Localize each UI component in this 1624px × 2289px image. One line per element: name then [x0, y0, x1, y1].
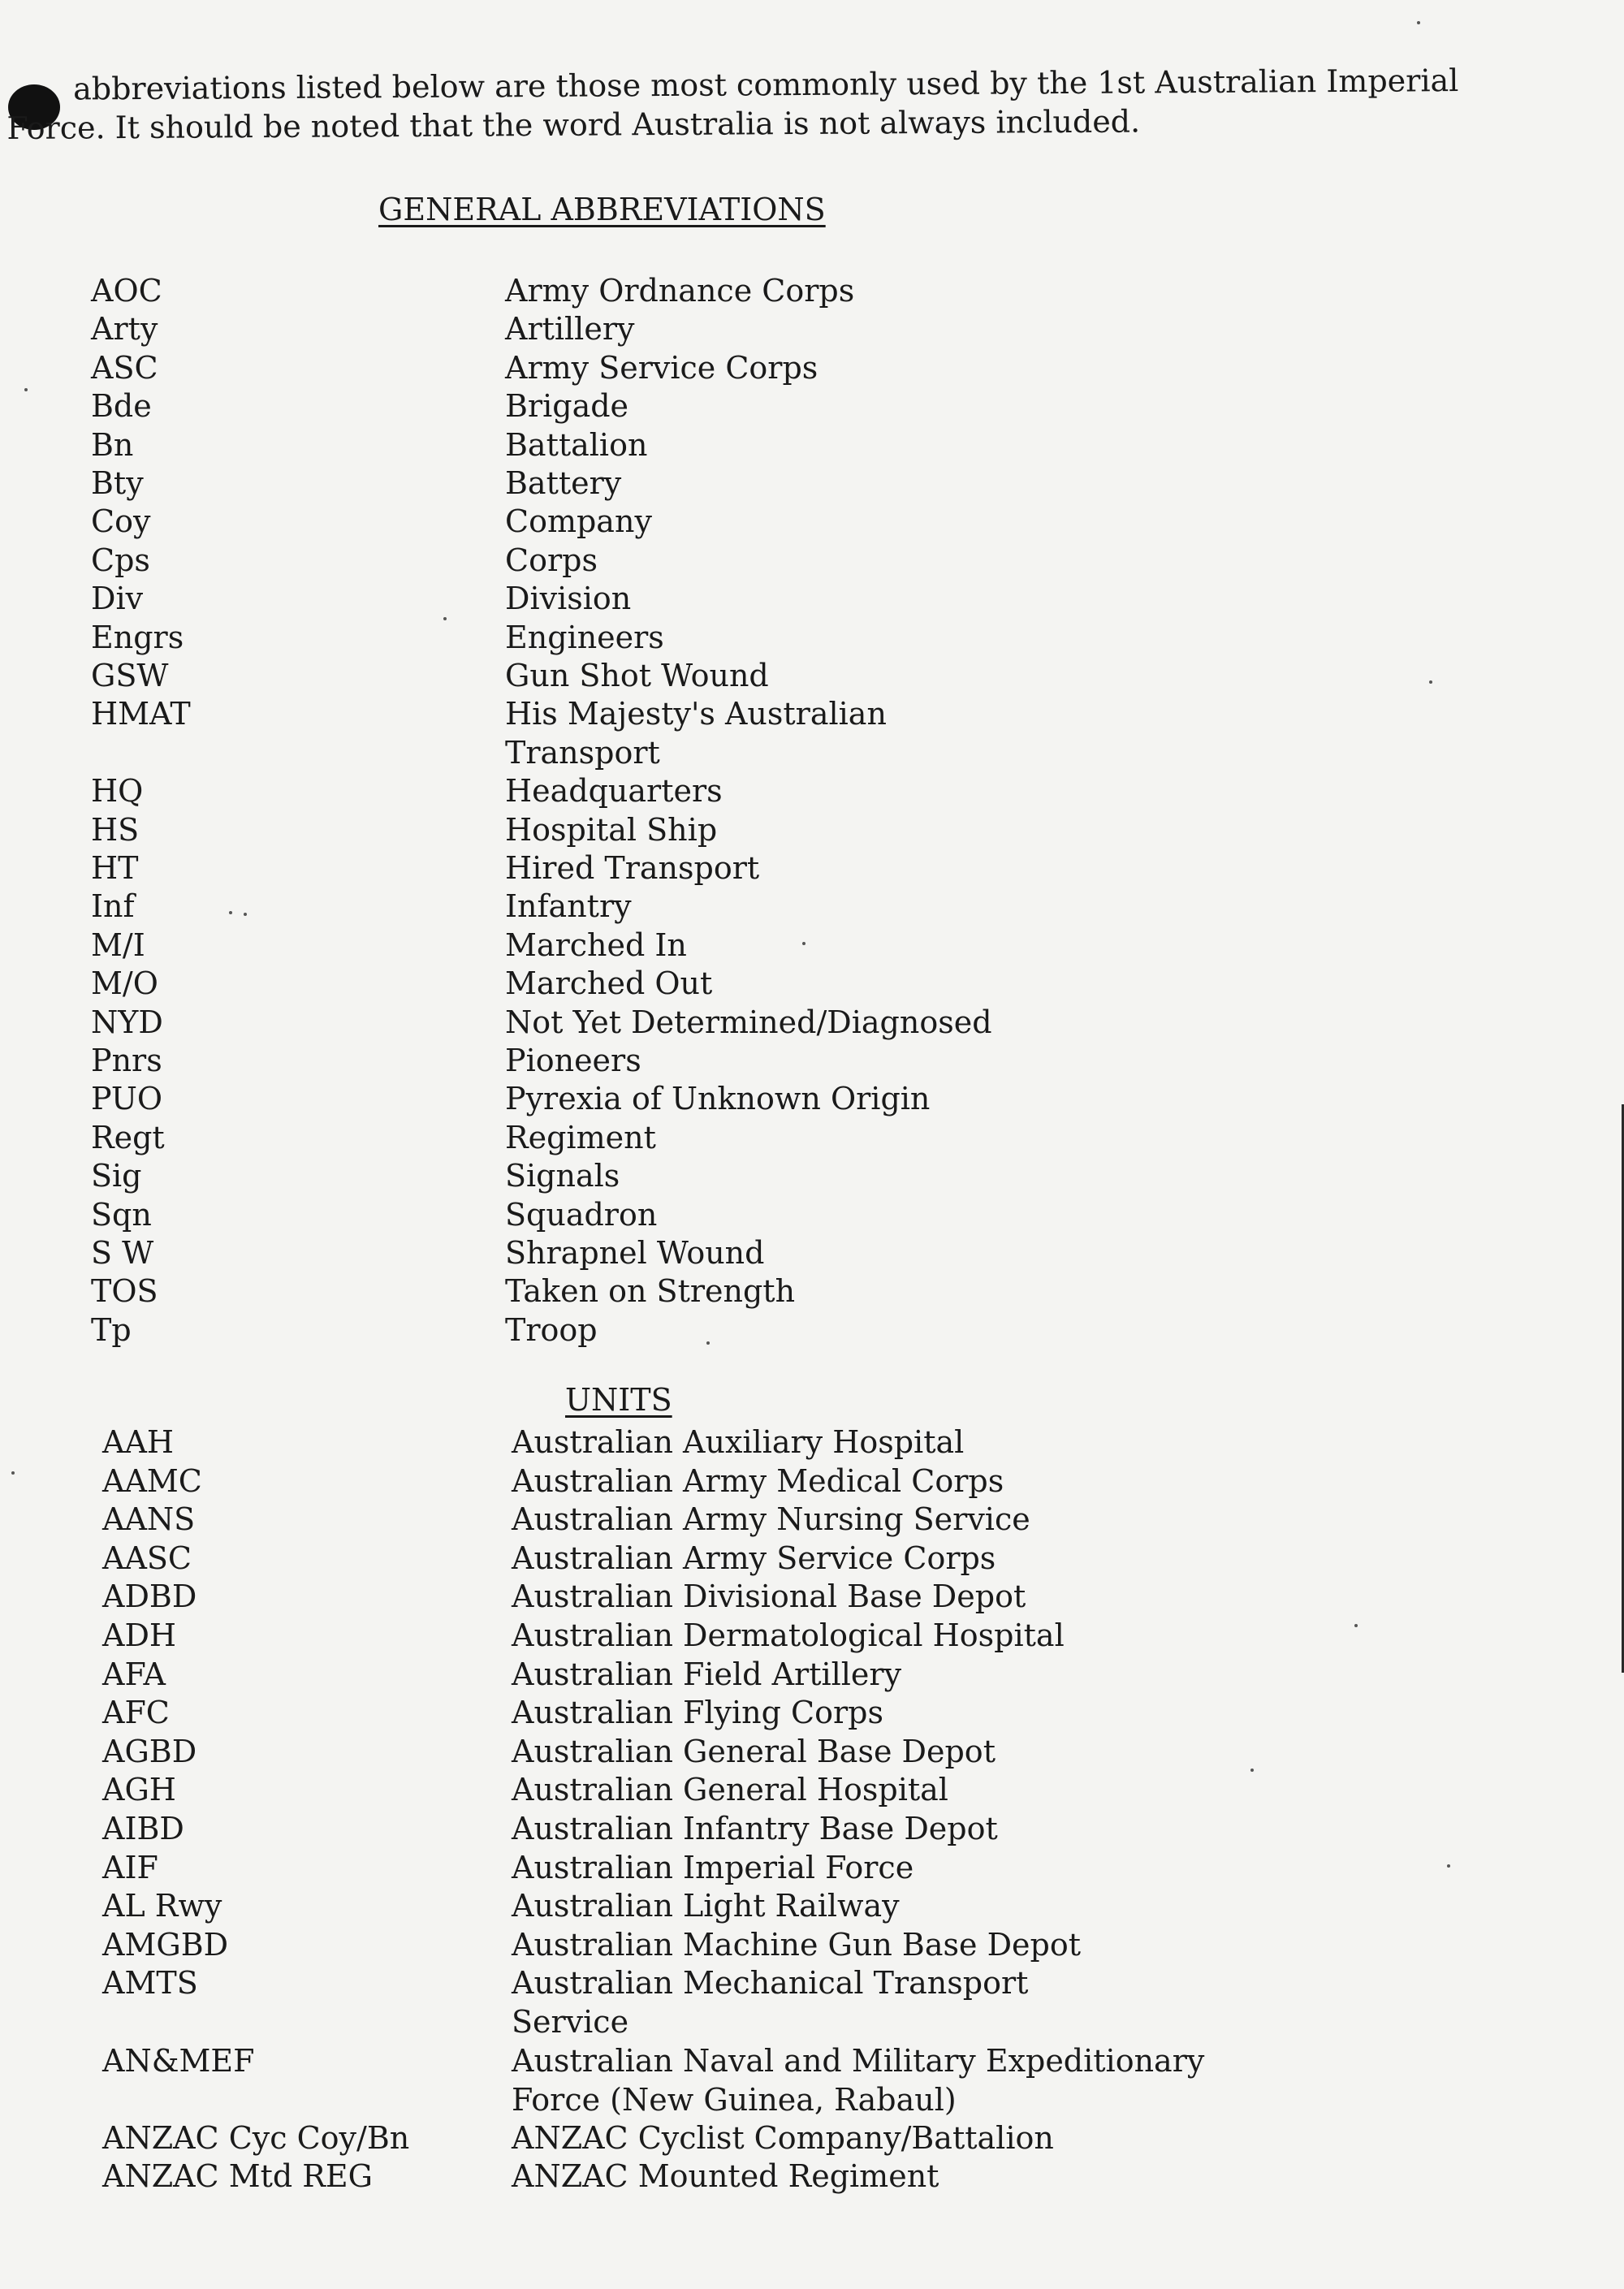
definition — [505, 348, 818, 387]
definition-text: Australian Divisional Base Depot — [512, 1579, 1026, 1615]
definition-text: Gun Shot Wound — [505, 658, 769, 693]
abbreviation: Bty — [91, 465, 144, 501]
definition — [512, 1693, 883, 1732]
definition-text: Battery — [505, 465, 622, 501]
abbreviation: Pnrs — [91, 1043, 162, 1078]
general-entry-row — [0, 464, 1624, 503]
abbreviation: AMTS — [102, 1965, 198, 2002]
units-entry-row — [0, 1770, 1624, 1809]
units-entry-row — [0, 1500, 1624, 1539]
definition — [512, 1809, 998, 1848]
general-entry-row — [0, 771, 1624, 810]
paper-speck — [11, 1471, 15, 1475]
abbreviation: Bn — [91, 426, 134, 463]
definition-text-continued: Service — [512, 2004, 629, 2041]
general-entry-row — [0, 964, 1624, 1003]
general-entry-row — [0, 1003, 1624, 1042]
abbreviation: NYD — [91, 1004, 163, 1040]
abbreviation: HS — [91, 811, 140, 848]
abbreviation: AIF — [102, 1849, 158, 1885]
definition-text: His Majesty's Australian — [505, 696, 887, 732]
definition-text: Australian Flying Corps — [512, 1695, 883, 1731]
definition-text: Australian General Hospital — [512, 1772, 948, 1808]
definition-text: Infantry — [505, 888, 632, 925]
units-entry-row — [0, 1462, 1624, 1501]
definition-text: Pioneers — [505, 1043, 641, 1078]
abbreviation: HT — [91, 850, 139, 886]
definition — [512, 2118, 1054, 2157]
definition-text: Squadron — [505, 1196, 658, 1233]
definition — [505, 579, 631, 618]
definition — [512, 1539, 996, 1578]
definition-text: Hospital Ship — [505, 811, 718, 848]
definition-text: Company — [505, 503, 652, 540]
abbreviation: Cps — [91, 542, 150, 578]
general-entry-row — [0, 849, 1624, 888]
abbreviation: M/I — [91, 926, 145, 963]
abbreviation: M/O — [91, 965, 158, 1002]
general-entry-row — [0, 271, 1624, 310]
abbreviation: Sqn — [91, 1196, 152, 1233]
general-abbreviations-heading: GENERAL ABBREVIATIONS — [378, 192, 826, 227]
general-entry-row — [0, 1233, 1624, 1272]
paper-speck — [229, 911, 232, 914]
intro-paragraph — [6, 61, 1485, 148]
general-entry-row — [0, 502, 1624, 541]
abbreviation: Inf — [91, 888, 135, 925]
definition-text: Australian Light Railway — [512, 1888, 900, 1924]
definition — [505, 1272, 795, 1311]
abbreviation: Regt — [91, 1119, 165, 1155]
abbreviation: Sig — [91, 1158, 142, 1194]
definition — [512, 1577, 1026, 1616]
abbreviation: S W — [91, 1235, 154, 1271]
definition — [505, 1041, 641, 1080]
definition-text: Australian Machine Gun Base Depot — [512, 1926, 1081, 1963]
abbreviation: AASC — [102, 1540, 192, 1576]
definition — [512, 1963, 1028, 2041]
abbreviation: ADH — [102, 1617, 177, 1653]
units-entry-row — [0, 2041, 1624, 2118]
abbreviation: AFA — [102, 1656, 166, 1692]
definition — [505, 771, 723, 810]
definition-text: Australian Imperial Force — [512, 1849, 914, 1885]
definition-text: Australian Mechanical Transport — [512, 1965, 1029, 2002]
definition — [512, 1462, 1004, 1501]
definition-text: Battalion — [505, 426, 648, 463]
abbreviation: AAH — [102, 1424, 175, 1460]
definition — [505, 926, 687, 965]
definition-text: Shrapnel Wound — [505, 1235, 765, 1271]
abbreviation: PUO — [91, 1081, 163, 1117]
definition-text: Army Ordnance Corps — [505, 273, 855, 309]
abbreviation: Bde — [91, 388, 152, 425]
definition — [505, 425, 647, 464]
definition-text-continued: Force (New Guinea, Rabaul) — [512, 2081, 957, 2118]
definition-text-continued: Transport — [505, 735, 660, 771]
general-entry-row — [0, 618, 1624, 657]
general-entry-row — [0, 1156, 1624, 1195]
abbreviation: TOS — [91, 1273, 158, 1310]
paper-speck — [1250, 1769, 1254, 1772]
abbreviation: ADBD — [102, 1579, 197, 1615]
abbreviation: Engrs — [91, 619, 184, 655]
abbreviation: AIBD — [102, 1811, 184, 1846]
definition — [505, 849, 759, 888]
abbreviation: Div — [91, 581, 144, 617]
definition-text: Headquarters — [505, 773, 723, 810]
abbreviation: AN&MEF — [102, 2042, 255, 2079]
general-entry-row — [0, 309, 1624, 348]
definition-text: Army Service Corps — [505, 349, 818, 386]
definition-text: Australian Field Artillery — [512, 1656, 902, 1692]
intro-line-1: abbreviations listed below are those most commonly used by the 1st Australian Imperial — [73, 63, 1459, 107]
definition-text: Australian Auxiliary Hospital — [512, 1424, 965, 1460]
abbreviation: AFC — [102, 1695, 170, 1731]
definition-text: Australian Army Service Corps — [512, 1540, 996, 1576]
abbreviation: Tp — [91, 1311, 132, 1348]
definition — [512, 1616, 1065, 1655]
definition — [505, 964, 712, 1003]
definition — [505, 1195, 657, 1234]
definition-text: Marched In — [505, 926, 687, 963]
units-entry-row — [0, 1616, 1624, 1655]
definition — [505, 810, 717, 849]
abbreviation: HQ — [91, 773, 144, 810]
definition — [505, 387, 628, 425]
general-entry-row — [0, 387, 1624, 425]
general-entry-row — [0, 810, 1624, 849]
abbreviation: ANZAC Cyc Coy/Bn — [102, 2119, 410, 2156]
definition — [505, 502, 652, 541]
abbreviation: GSW — [91, 658, 169, 693]
definition-text: Brigade — [505, 388, 629, 425]
definition-text: Troop — [505, 1311, 598, 1348]
definition — [512, 1655, 901, 1694]
definition — [505, 309, 634, 348]
abbreviation: AGH — [102, 1772, 176, 1808]
general-entry-row — [0, 926, 1624, 965]
paper-speck — [24, 388, 28, 391]
paper-speck — [802, 942, 806, 945]
definition — [512, 1848, 914, 1887]
definition — [512, 2157, 939, 2196]
definition — [505, 1311, 598, 1350]
abbreviation: ANZAC Mtd REG — [102, 2158, 373, 2195]
abbreviation: Coy — [91, 503, 151, 540]
units-entry-row — [0, 1848, 1624, 1887]
definition — [512, 1500, 1030, 1539]
definition — [505, 464, 621, 503]
general-entry-row — [0, 348, 1624, 387]
definition — [505, 656, 769, 695]
units-entry-row — [0, 1809, 1624, 1848]
general-entry-row — [0, 541, 1624, 580]
units-entry-row — [0, 1732, 1624, 1771]
paper-speck — [1417, 21, 1420, 24]
definition — [512, 2041, 1204, 2119]
paper-speck — [443, 617, 447, 620]
paper-speck — [706, 1341, 710, 1345]
definition-text: Marched Out — [505, 965, 713, 1002]
abbreviation: AANS — [102, 1501, 196, 1538]
definition-text: Pyrexia of Unknown Origin — [505, 1081, 931, 1117]
general-entry-row — [0, 425, 1624, 464]
definition-text: ANZAC Cyclist Company/Battalion — [512, 2119, 1054, 2156]
general-entry-row — [0, 656, 1624, 695]
definition-text: Australian Naval and Military Expeditionary — [512, 2042, 1205, 2079]
definition-text: Australian Dermatological Hospital — [512, 1617, 1065, 1653]
definition-text: Hired Transport — [505, 850, 760, 886]
general-entry-row — [0, 579, 1624, 618]
units-heading: UNITS — [565, 1382, 672, 1418]
definition-text: Australian General Base Depot — [512, 1733, 996, 1769]
general-entry-row — [0, 1118, 1624, 1157]
definition — [512, 1732, 996, 1771]
abbreviation: ASC — [91, 349, 158, 386]
general-entry-row — [0, 1079, 1624, 1118]
general-entry-row — [0, 1311, 1624, 1350]
abbreviation: AOC — [91, 273, 162, 309]
general-entry-row — [0, 1272, 1624, 1311]
definition-text: Australian Army Nursing Service — [512, 1501, 1030, 1538]
definition-text: Division — [505, 581, 632, 617]
abbreviation: HMAT — [91, 696, 191, 732]
units-entry-row — [0, 1886, 1624, 1925]
definition — [505, 1156, 620, 1195]
definition-text: Australian Infantry Base Depot — [512, 1811, 998, 1846]
definition-text: Regiment — [505, 1119, 656, 1155]
paper-speck — [1429, 680, 1432, 684]
units-entry-row — [0, 2118, 1624, 2157]
units-entry-row — [0, 1963, 1624, 2041]
abbreviation: AGBD — [102, 1733, 197, 1769]
units-entry-row — [0, 2157, 1624, 2196]
definition-text: Australian Army Medical Corps — [512, 1462, 1004, 1499]
general-entry-row — [0, 694, 1624, 771]
abbreviation: Arty — [91, 311, 158, 348]
abbreviation: AL Rwy — [102, 1888, 222, 1924]
definition-text: Not Yet Determined/Diagnosed — [505, 1004, 992, 1040]
general-entry-row — [0, 887, 1624, 926]
definition — [505, 271, 854, 310]
definition — [505, 694, 887, 772]
units-entry-row — [0, 1925, 1624, 1964]
definition — [512, 1423, 964, 1462]
paper-speck — [1354, 1624, 1358, 1627]
definition — [505, 1233, 764, 1272]
definition — [512, 1770, 948, 1809]
definition-text: ANZAC Mounted Regiment — [512, 2158, 939, 2195]
definition-text: Taken on Strength — [505, 1273, 796, 1310]
definition — [505, 541, 598, 580]
definition — [505, 1118, 656, 1157]
units-entry-row — [0, 1655, 1624, 1694]
paper-speck — [244, 913, 247, 916]
definition — [512, 1925, 1081, 1964]
units-entry-row — [0, 1423, 1624, 1462]
definition — [505, 1003, 992, 1042]
units-entry-row — [0, 1539, 1624, 1578]
definition-text: Signals — [505, 1158, 620, 1194]
intro-line-2: Force. It should be noted that the word Australia is not always included. — [6, 103, 1141, 146]
abbreviation: AMGBD — [102, 1926, 229, 1963]
definition-text: Engineers — [505, 619, 664, 655]
units-entry-row — [0, 1577, 1624, 1616]
paper-speck — [1447, 1864, 1450, 1868]
abbreviation: AAMC — [102, 1462, 202, 1499]
definition — [505, 618, 664, 657]
general-entry-row — [0, 1195, 1624, 1234]
units-entry-row — [0, 1693, 1624, 1732]
general-entry-row — [0, 1041, 1624, 1080]
definition-text: Corps — [505, 542, 598, 578]
definition — [505, 887, 632, 926]
definition — [505, 1079, 930, 1118]
definition — [512, 1886, 900, 1925]
definition-text: Artillery — [505, 311, 635, 348]
